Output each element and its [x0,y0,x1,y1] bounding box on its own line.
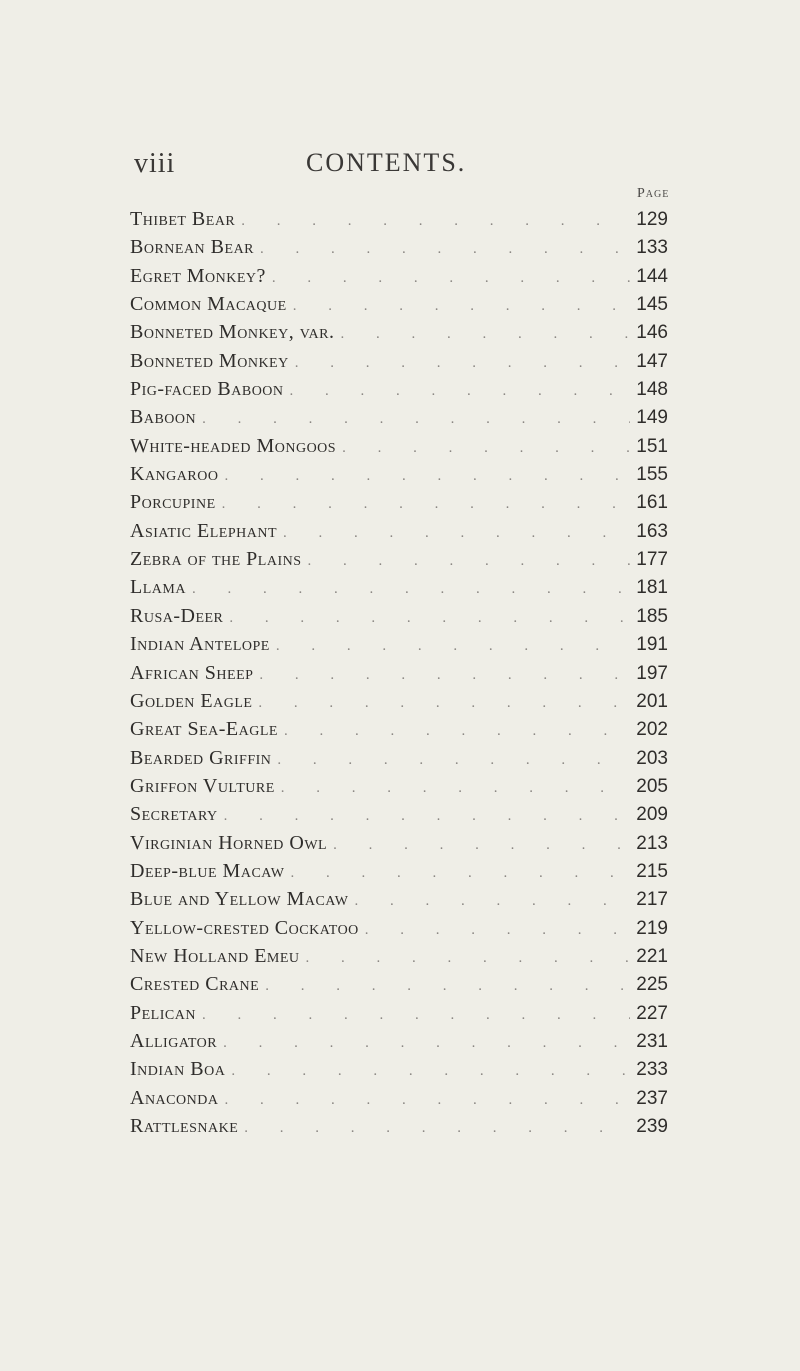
toc-entry-page: 205 [636,775,668,797]
toc-entry [130,520,668,548]
toc-entry-title: Virginian Horned Owl [130,831,328,854]
toc-entry [130,463,668,491]
toc-entry [130,888,668,916]
toc-entry-page: 197 [636,662,668,684]
toc-entry-title: Baboon [130,406,197,429]
toc-entry [130,662,668,690]
toc-entry-page: 213 [636,832,668,854]
toc-entry-page: 227 [636,1002,668,1024]
toc-entry-page: 225 [636,974,668,996]
toc-entry-page: 177 [636,549,668,571]
dot-leader [340,326,630,343]
toc-entry-title: Golden Eagle [130,689,253,712]
dot-leader [342,440,630,457]
toc-entry [130,321,668,349]
toc-entry [130,208,668,236]
toc-entry-page: 231 [636,1030,668,1052]
dot-leader [229,610,630,627]
dot-leader [306,950,631,967]
toc-entry-page: 217 [636,889,668,911]
toc-entry [130,1115,668,1143]
dot-leader [281,780,631,797]
page-title: CONTENTS. [306,148,467,177]
dot-leader [365,922,631,939]
dot-leader [222,496,631,513]
dot-leader [224,1092,630,1109]
toc-entry-title: Blue and Yellow Macaw [130,888,349,911]
toc-entry [130,293,668,321]
dot-leader [355,893,631,910]
dot-leader [224,808,631,825]
toc-entry-title: Deep-blue Macaw [130,859,285,882]
toc-entry-page: 203 [636,747,668,769]
toc-entry-page: 144 [636,265,668,287]
toc-entry-page: 148 [636,379,668,401]
dot-leader [272,270,630,287]
toc-entry-title: Indian Antelope [130,633,270,656]
toc-entry-page: 181 [636,577,668,599]
toc-entry [130,1058,668,1086]
toc-entry-title: Indian Boa [130,1058,226,1081]
toc-entry-page: 219 [636,917,668,939]
toc-entry [130,718,668,746]
toc-entry-page: 209 [636,804,668,826]
toc-entry-page: 163 [636,520,668,542]
dot-leader [308,553,631,570]
toc-entry [130,945,668,973]
dot-leader [202,411,630,428]
toc-entry [130,917,668,945]
toc-entry [130,576,668,604]
toc-entry-title: Yellow-crested Cockatoo [130,916,359,939]
dot-leader [276,638,630,655]
toc-entry-page: 191 [636,634,668,656]
dot-leader [265,978,630,995]
dot-leader [283,525,630,542]
toc-entry-title: Pig-faced Baboon [130,378,284,401]
toc-entry [130,548,668,576]
toc-entry-page: 146 [636,322,668,344]
toc-entry-title: Asiatic Elephant [130,519,277,542]
toc-entry-title: Kangaroo [130,463,219,486]
toc-entry [130,350,668,378]
toc-entry-title: Pelican [130,1001,196,1024]
dot-leader [224,468,630,485]
toc-entry-title: Rattlesnake [130,1115,239,1137]
toc-entry [130,775,668,803]
dot-leader [295,355,631,372]
dot-leader [241,213,630,230]
table-of-contents [130,208,668,1143]
dot-leader [260,241,630,258]
toc-entry-page: 161 [636,492,668,514]
toc-entry [130,378,668,406]
toc-entry-title: White-headed Mongoos [130,434,337,457]
toc-entry [130,435,668,463]
toc-entry [130,832,668,860]
toc-entry-title: Alligator [130,1029,218,1052]
toc-entry-page: 215 [636,860,668,882]
toc-entry-page: 149 [636,407,668,429]
toc-entry-page: 129 [636,209,668,230]
toc-entry-page: 155 [636,464,668,486]
toc-entry-title: Rusa-Deer [130,604,224,627]
toc-entry [130,605,668,633]
dot-leader [244,1120,630,1137]
toc-entry-title: New Holland Emeu [130,944,300,967]
dot-leader [258,695,630,712]
toc-entry [130,803,668,831]
toc-entry-page: 133 [636,237,668,259]
toc-entry [130,973,668,1001]
toc-entry-page: 237 [636,1087,668,1109]
toc-entry [130,1087,668,1115]
toc-entry [130,406,668,434]
dot-leader [231,1063,630,1080]
toc-entry-title: Secretary [130,803,218,826]
toc-entry [130,747,668,775]
toc-entry-page: 233 [636,1059,668,1081]
toc-entry-page: 202 [636,719,668,741]
toc-entry-title: Llama [130,576,186,599]
toc-entry-page: 201 [636,690,668,712]
toc-entry [130,491,668,519]
toc-entry-title: Bonneted Monkey [130,349,289,372]
dot-leader [202,1007,630,1024]
toc-entry-title: Anaconda [130,1086,219,1109]
toc-entry [130,1002,668,1030]
toc-entry-title: Thibet Bear [130,208,236,230]
dot-leader [223,1035,630,1052]
dot-leader [284,723,630,740]
toc-entry-page: 145 [636,294,668,316]
dot-leader [259,667,630,684]
toc-entry-page: 185 [636,605,668,627]
toc-entry [130,236,668,264]
page-column-label: Page [637,186,670,201]
toc-entry-title: Bonneted Monkey, var. [130,321,335,344]
toc-entry-title: Porcupine [130,491,216,514]
toc-entry-page: 239 [636,1116,668,1137]
toc-entry-title: Zebra of the Plains [130,548,302,571]
toc-entry-title: Griffon Vulture [130,774,275,797]
toc-entry [130,265,668,293]
toc-entry-title: Bornean Bear [130,236,255,259]
page-number: viii [134,148,176,179]
toc-entry [130,690,668,718]
toc-entry-title: Egret Monkey? [130,264,266,287]
toc-entry-title: Common Macaque [130,293,287,316]
dot-leader [293,298,631,315]
toc-entry [130,860,668,888]
toc-entry-title: Bearded Griffin [130,746,272,769]
toc-entry [130,633,668,661]
toc-entry-page: 151 [636,435,668,457]
page-header [0,148,800,182]
dot-leader [277,752,630,769]
toc-entry-title: African Sheep [130,661,254,684]
toc-entry-title: Great Sea-Eagle [130,718,278,741]
toc-entry-title: Crested Crane [130,973,260,996]
toc-entry-page: 221 [636,945,668,967]
dot-leader [290,383,631,400]
dot-leader [333,837,630,854]
toc-entry-page: 147 [636,350,668,372]
dot-leader [290,865,630,882]
dot-leader [192,581,630,598]
toc-entry [130,1030,668,1058]
